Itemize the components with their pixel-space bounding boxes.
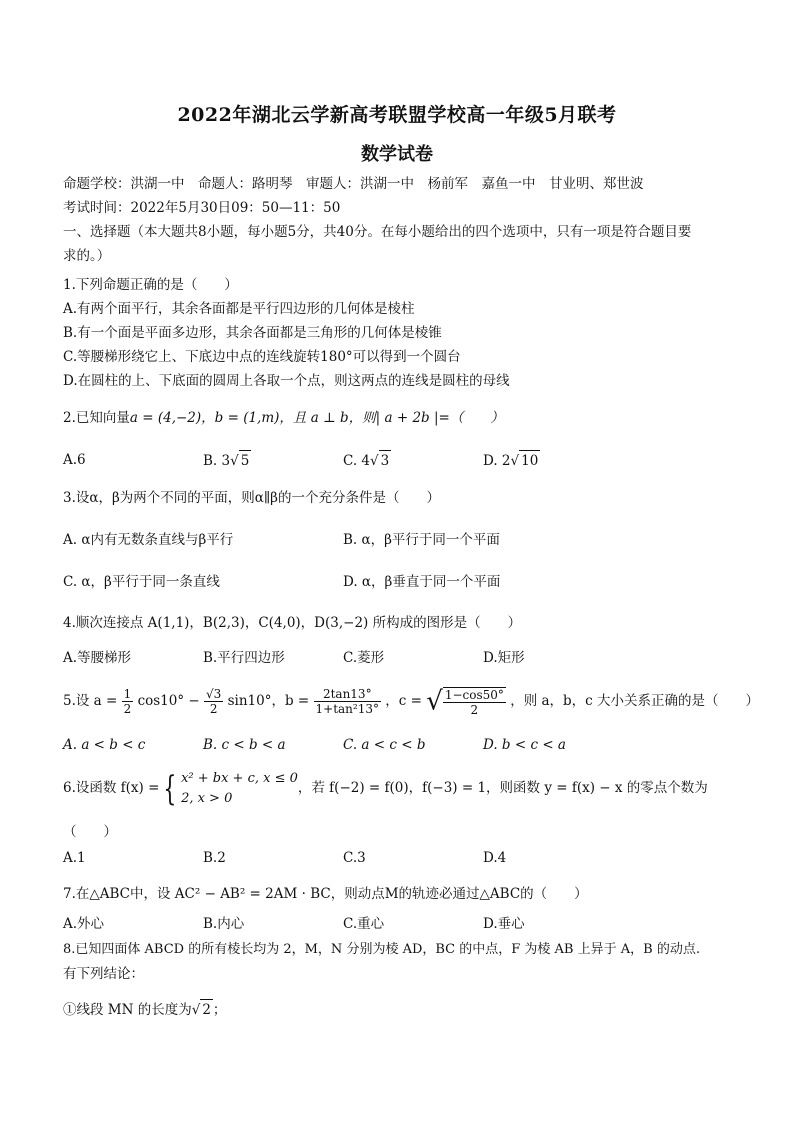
q5-option-d: D. b < c < a <box>483 737 566 753</box>
q6-option-b: B.2 <box>203 850 226 866</box>
q6-stem-cont: （ ） <box>63 824 117 840</box>
q4-option-a: A.等腰梯形 <box>63 650 132 666</box>
q6-piecewise: x² + bx + c, x ≤ 0 2, x > 0 <box>181 770 298 806</box>
exam-time-line: 考试时间：2022年5月30日09：50—11：50 <box>63 200 341 216</box>
q1-option-c: C.等腰梯形绕它上、下底边中点的连线旋转180°可以得到一个圆台 <box>63 349 461 365</box>
sqrt-icon: √ <box>230 453 239 469</box>
q2-stem <box>63 408 504 428</box>
q5-fraction-3: $\frac{2\tan 13^\circ}{\text{1+tan²13°}}$ <box>315 687 379 716</box>
q2-option-d: D. 2√ 10 <box>483 450 540 471</box>
q2-condition: ，且 a ⊥ b <box>279 410 349 426</box>
q5-stem: 5.设 a = $\frac{1}{2}$ cos10° − $\frac{√3}{2}$ sin10°，b = $\frac{2\tan 13^\circ}{\text{1+tan²13°}}$ ，c = √ $\frac{1-\cos 50^\circ}{2}$ ，则 a，b，c 大小关系正确的是（ ） <box>63 686 760 717</box>
page-title: 2022年湖北云学新高考联盟学校高一年级5月联考 <box>177 104 617 126</box>
q5-option-a: A. a < b < c <box>63 737 146 753</box>
q7-option-b: B.内心 <box>203 916 245 932</box>
q1-option-d: D.在圆柱的上、下底面的圆周上各取一个点，则这两点的连线是圆柱的母线 <box>63 373 510 389</box>
q6-stem: 6.设函数 f(x) = { x² + bx + c, x ≤ 0 2, x > 0 ，若 f(−2) = f(0)，f(−3) = 1，则函数 y = f(x) − x 的零点个数为 <box>63 768 708 809</box>
sqrt-icon: √ <box>370 453 379 469</box>
q2-stem-prefix: 2.已知向量 <box>63 410 130 426</box>
q3-stem: 3.设α，β为两个不同的平面，则α∥β的一个充分条件是（ ） <box>63 490 440 506</box>
q2-option-c: C. 4√ 3 <box>343 450 391 471</box>
q2-ask: ，则| a + 2b |=（ ） <box>348 410 504 426</box>
q2-option-a: A.6 <box>63 452 86 468</box>
q3-option-c: C. α，β平行于同一条直线 <box>63 574 220 590</box>
q1-option-a: A.有两个面平行，其余各面都是平行四边形的几何体是棱柱 <box>63 301 415 317</box>
q6-option-d: D.4 <box>483 850 507 866</box>
q5-fraction-2: $\frac{√3}{2}$ <box>206 687 222 716</box>
q2-vector-b: ，b = (1,m) <box>201 410 280 426</box>
q5-option-c: C. a < c < b <box>343 737 426 753</box>
q4-option-b: B.平行四边形 <box>203 650 285 666</box>
q1-option-b: B.有一个面是平面多边形，其余各面都是三角形的几何体是棱锥 <box>63 325 442 341</box>
q8-stem-line2: 有下列结论： <box>63 966 144 982</box>
q3-option-a: A. α内有无数条直线与β平行 <box>63 532 234 548</box>
q4-stem: 4.顺次连接点 A(1,1)，B(2,3)，C(4,0)，D(3,−2) 所构成的图形是（ ） <box>63 615 522 631</box>
q6-option-c: C.3 <box>343 850 366 866</box>
page-subtitle: 数学试卷 <box>361 144 433 165</box>
q7-option-a: A.外心 <box>63 916 105 932</box>
section-heading-line2: 求的。） <box>63 248 111 264</box>
q3-option-b: B. α，β平行于同一个平面 <box>343 532 500 548</box>
q7-stem: 7.在△ABC中，设 AC² − AB² = 2AM · BC，则动点M的轨迹必通过△ABC的（ ） <box>63 886 588 902</box>
section-heading-line1: 一、选择题（本大题共8小题，每小题5分，共40分。在每小题给出的四个选项中，只有一项是符合题目要 <box>63 224 692 240</box>
q2-option-b: B. 3√ 5 <box>203 450 251 471</box>
q2-vector-a: a = (4,−2) <box>129 410 202 426</box>
q7-option-c: C.重心 <box>343 916 385 932</box>
q4-option-c: C.菱形 <box>343 650 385 666</box>
q7-option-d: D.垂心 <box>483 916 525 932</box>
q6-option-a: A.1 <box>63 850 86 866</box>
q5-fraction-4: $\frac{1-\cos 50^\circ}{2}$ <box>444 687 504 717</box>
q5-fraction-1: $\frac{1}{2}$ <box>123 687 132 716</box>
q1-stem: 1.下列命题正确的是（ ） <box>63 277 238 293</box>
authors-line: 命题学校：洪湖一中 命题人：路明琴 审题人：洪湖一中 杨前军 嘉鱼一中 甘业明、郑世波 <box>63 176 644 192</box>
left-brace-icon: { <box>163 768 177 809</box>
q4-option-d: D.矩形 <box>483 650 525 666</box>
q8-stem-line1: 8.已知四面体 ABCD 的所有棱长均为 2，M，N 分别为棱 AD，BC 的中点，F 为棱 AB 上异于 A，B 的动点. <box>63 942 700 957</box>
q3-option-d: D. α，β垂直于同一个平面 <box>343 574 501 590</box>
sqrt-icon: √ <box>191 1002 201 1018</box>
sqrt-icon: √ <box>426 686 443 717</box>
sqrt-icon: √ <box>510 453 520 469</box>
q5-option-b: B. c < b < a <box>203 737 286 753</box>
q8-statement-1: ①线段 MN 的长度为√ 2 ； <box>63 999 226 1020</box>
